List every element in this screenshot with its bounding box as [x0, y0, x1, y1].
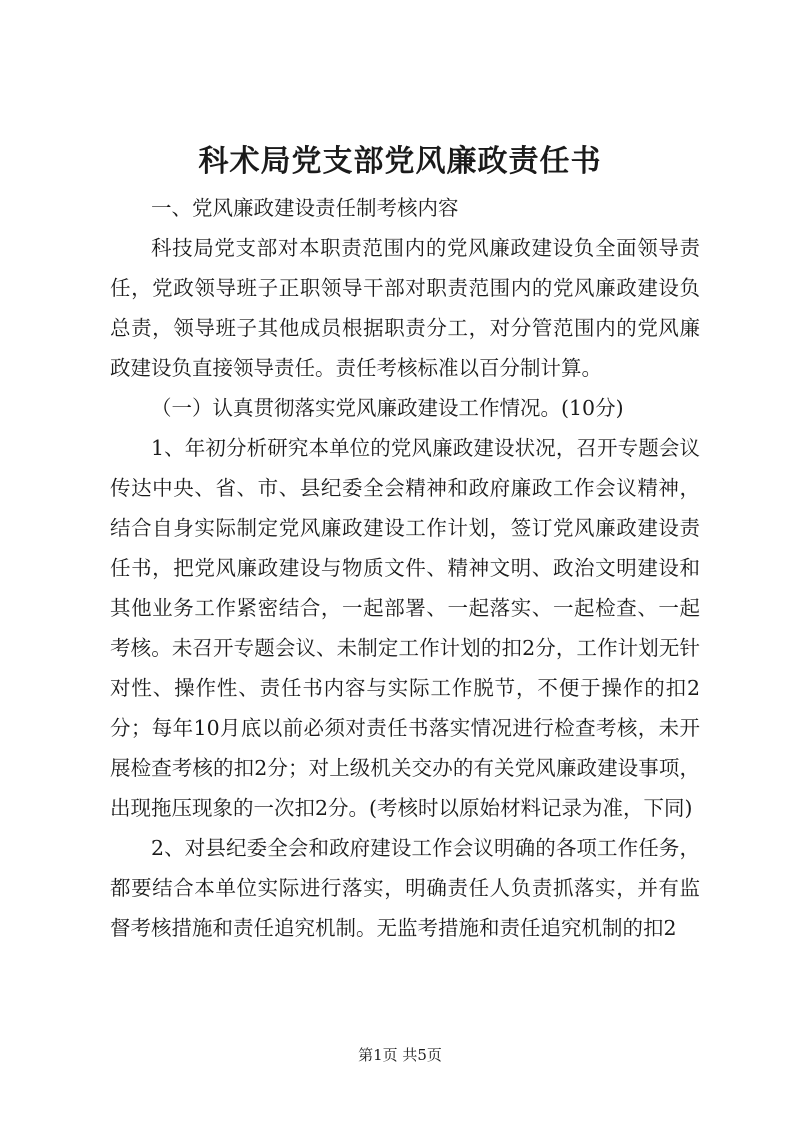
- section-heading: 一、党风廉政建设责任制考核内容: [151, 196, 459, 220]
- document-body: [110, 188, 700, 948]
- page-footer: 第1页 共5页: [358, 1046, 442, 1064]
- body-paragraph: 科技局党支部对本职责范围内的党风廉政建设负全面领导责任，党政领导班子正职领导干部对职责范围内的党风廉政建设负总责，领导班子其他成员根据职责分工，对分管范围内的党风廉政建设负直接领导责任。责任考核标准以百分制计算。: [110, 236, 700, 380]
- body-paragraph: 2、对县纪委全会和政府建设工作会议明确的各项工作任务，都要结合本单位实际进行落实，明确责任人负责抓落实，并有监督考核措施和责任追究机制。无监考措施和责任追究机制的扣2: [110, 836, 700, 940]
- subsection-heading: （一）认真贯彻落实党风廉政建设工作情况。(10分): [151, 396, 624, 420]
- body-paragraph: 1、年初分析研究本单位的党风廉政建设状况，召开专题会议传达中央、省、市、县纪委全会精神和政府廉政工作会议精神，结合自身实际制定党风廉政建设工作计划，签订党风廉政建设责任书，把党风廉政建设与物质文件、精神文明、政治文明建设和其他业务工作紧密结合，一起部署、一起落实、一起检查、一起考核。未召开专题会议、未制定工作计划的扣2分，工作计划无针对性、操作性、责任书内容与实际工作脱节，不便于操作的扣2分；每年10月底以前必须对责任书落实情况进行检查考核，未开展检查考核的扣2分；对上级机关交办的有关党风廉政建设事项，出现拖压现象的一次扣2分。(考核时以原始材料记录为准，下同): [110, 436, 700, 820]
- document-title: 科术局党支部党风廉政责任书: [198, 144, 602, 179]
